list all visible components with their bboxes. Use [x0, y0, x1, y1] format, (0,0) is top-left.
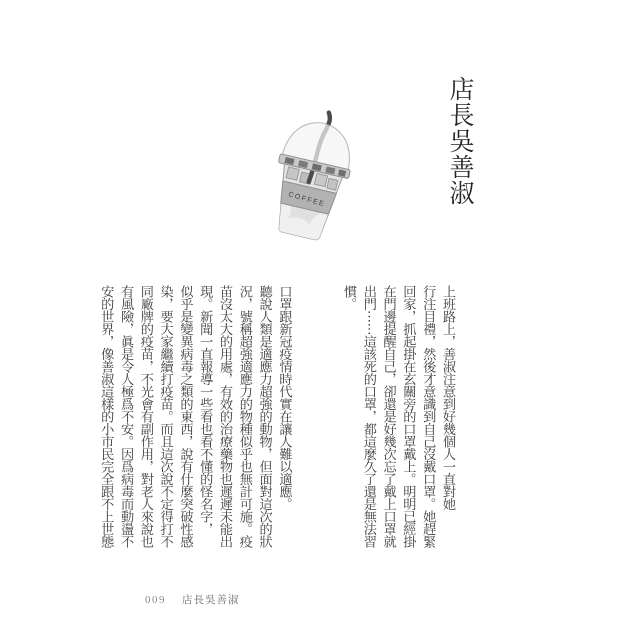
body-line: 苗沒太大的用處，有效的治療藥物也遲遲未能出 [218, 285, 234, 548]
body-line: 行注目禮，然後才意識到自己沒戴口罩。她趕緊 [421, 285, 437, 548]
iced-coffee-cup-illustration [258, 104, 378, 254]
body-line: 染，要大家繼續打疫苗。而且這次說不定得打不 [158, 285, 174, 548]
body-line: 出門⋯⋯這該死的口罩，都這麼久了還是無法習 [361, 285, 377, 548]
body-text [96, 285, 483, 577]
body-line: 回家，抓起掛在玄關旁的口罩戴上。明明已經掛 [401, 285, 417, 548]
paragraph-gap [319, 285, 339, 577]
body-line: 似乎是變異病毒之類的東西，說有什麼突破性感 [178, 285, 194, 548]
body-line: 同廠牌的疫苗，不光會有副作用，對老人來說也 [138, 285, 154, 548]
body-line: 在門邊提醒自己，卻還是好幾次忘了戴上口罩就 [381, 285, 397, 548]
body-line: 況，號稱超強適應力的物種似乎也無計可施。疫 [237, 285, 253, 548]
body-line: 上班路上，善淑注意到好幾個人一直對她 [441, 285, 456, 510]
coffee-label: COFFEE [287, 191, 326, 209]
body-line: 聽說人類是適應力超強的動物，但面對這次的狀 [257, 285, 273, 548]
chapter-title: 店長吳善淑 [446, 76, 473, 206]
page-number: 009 [145, 594, 166, 606]
body-line: 現。新聞一直報導一些看也看不懂的怪名字， [198, 285, 214, 535]
page-footer [145, 592, 240, 607]
body-line: 口罩跟新冠疫情時代實在讓人難以適應。 [277, 285, 293, 510]
body-line: 有風險，眞是令人極爲不安。因爲病毒而動盪不 [119, 285, 135, 548]
body-line: 安的世界，像善淑這樣的小市民完全跟不上世態 [99, 285, 115, 548]
running-title: 店長吳善淑 [182, 595, 240, 606]
body-line: 慣。 [342, 285, 358, 310]
